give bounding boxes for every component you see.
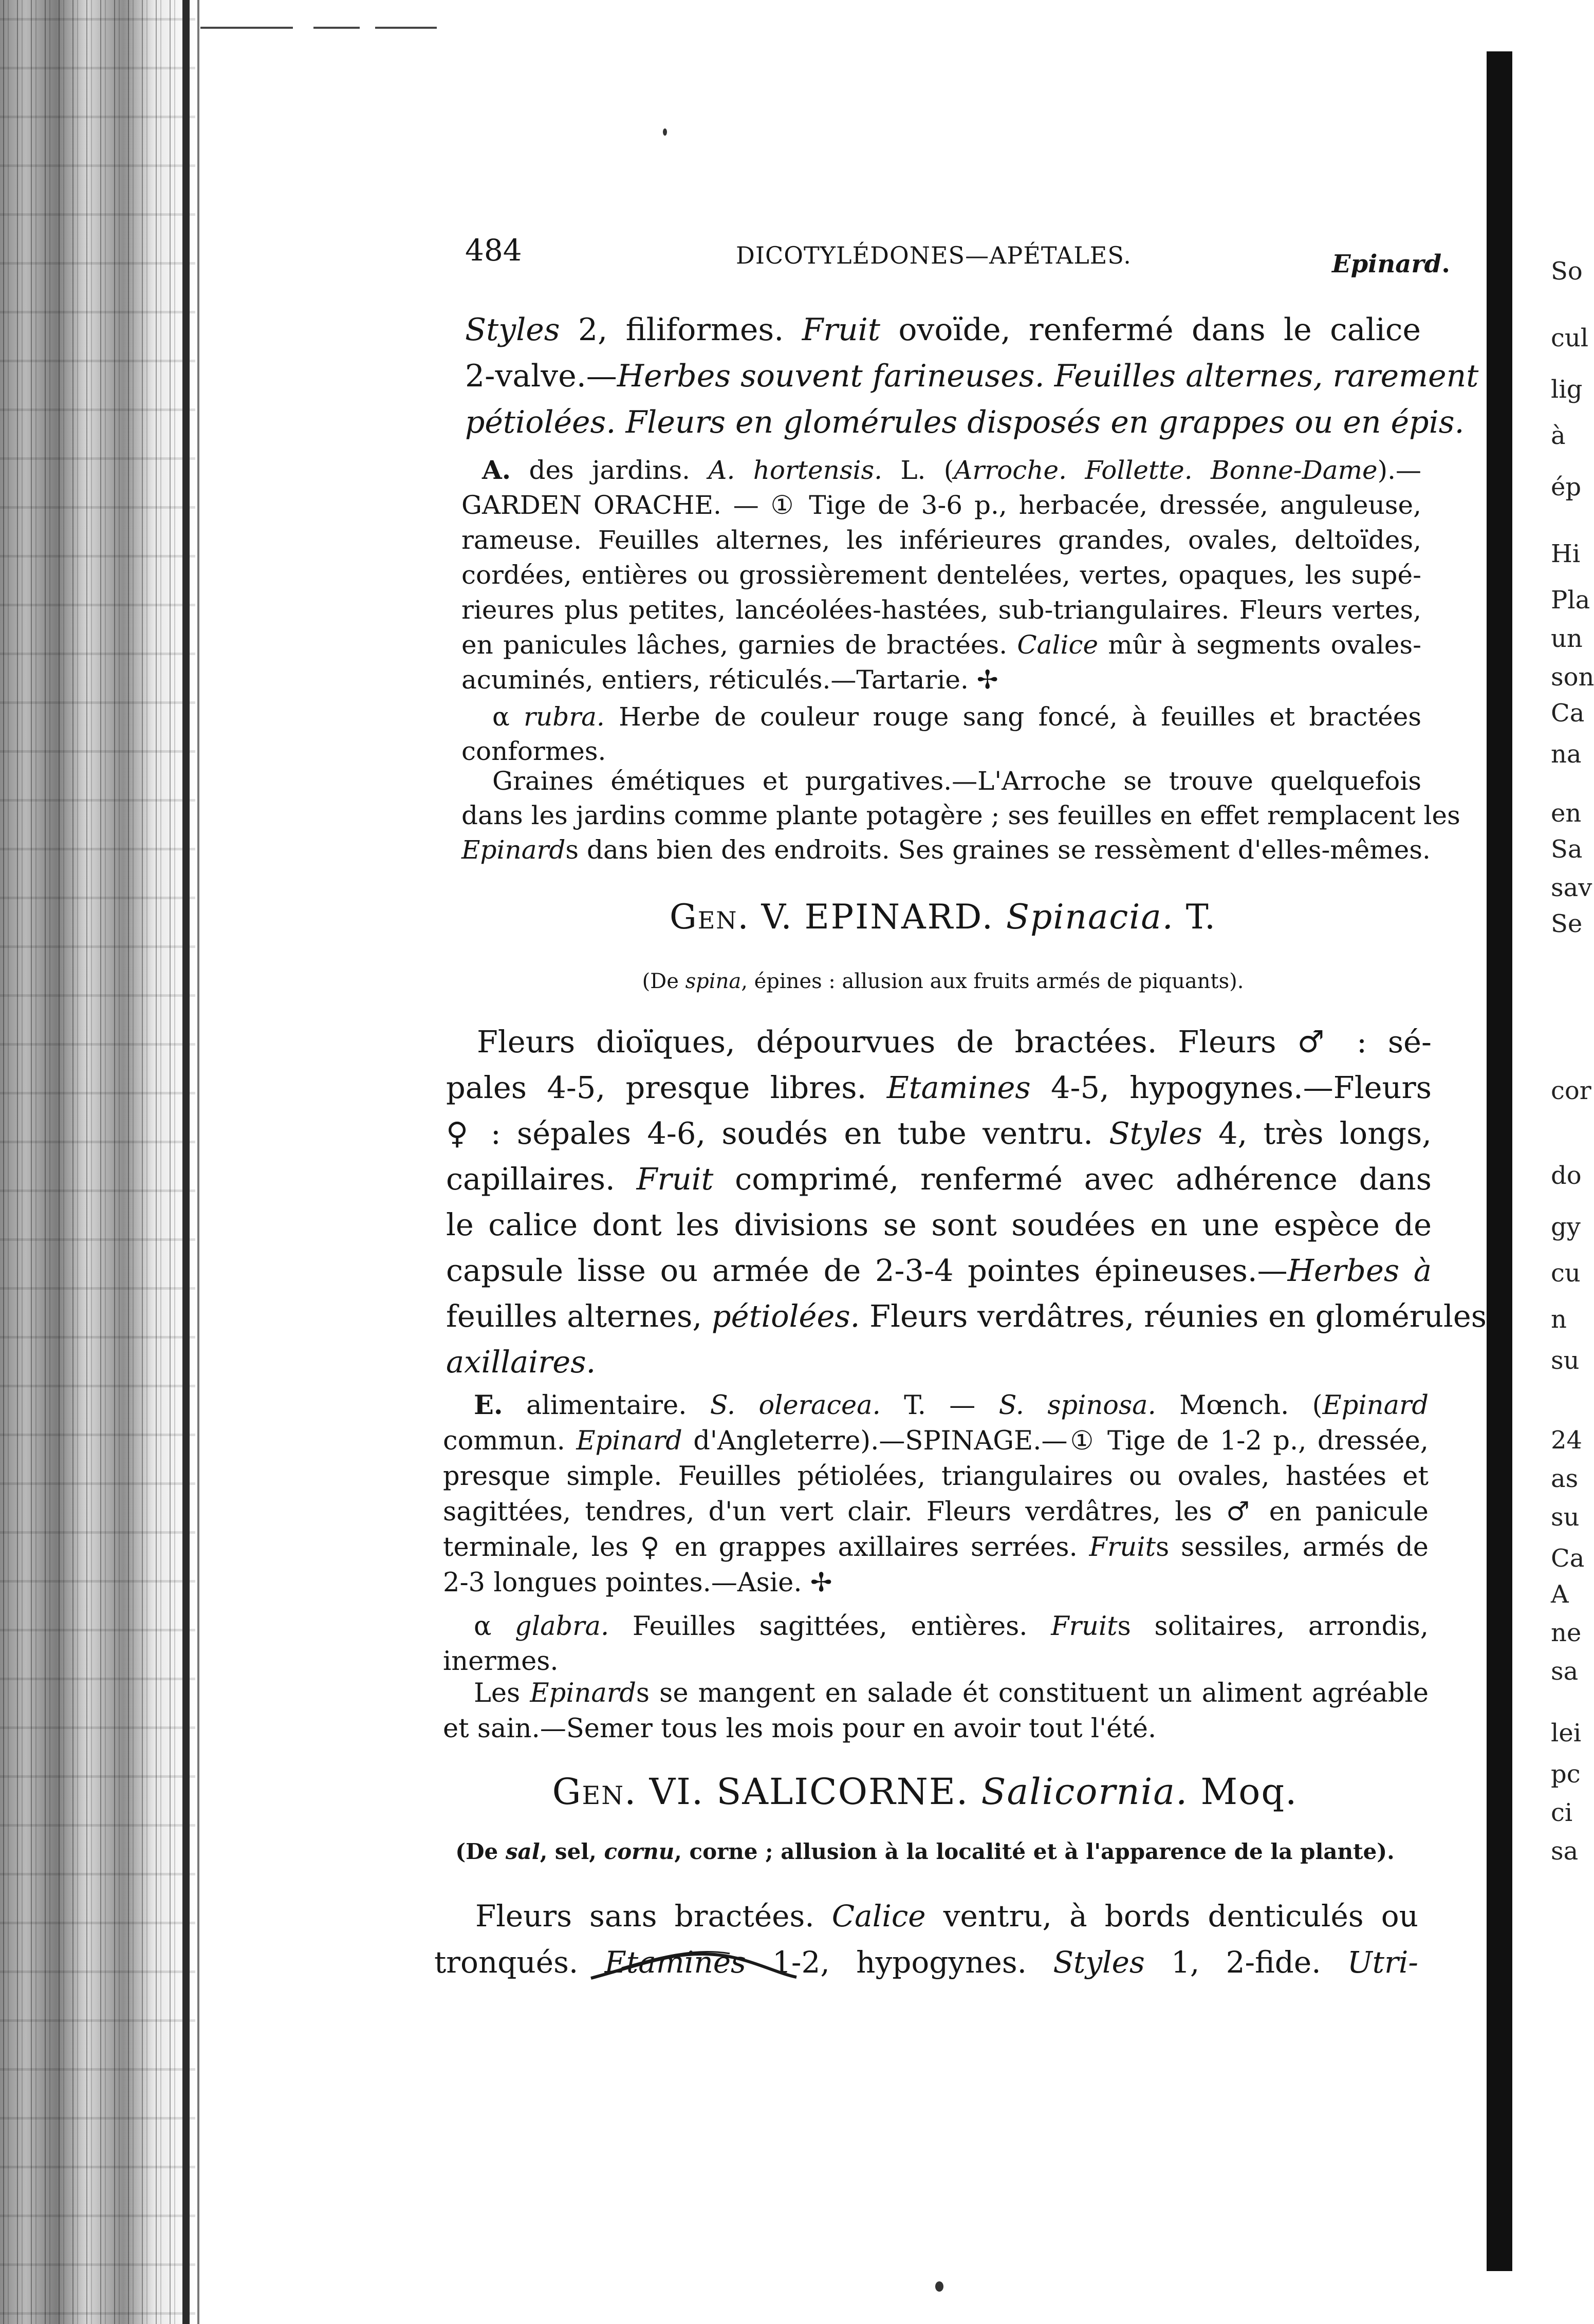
next-page-text-fragment: na [1551,740,1582,769]
genus-heading-salicorne: Gen. VI. SALICORNE. Salicornia. Moq. [552,1771,1298,1813]
page-number: 484 [465,233,522,268]
next-page-text-fragment: Sa [1551,835,1583,864]
text-line: commun. Epinard d'Angleterre).—SPINAGE.—① Tige de 1-2 p., dressée, [443,1426,1429,1456]
next-page-text-fragment: à [1551,421,1566,450]
text-line: presque simple. Feuilles pétiolées, triangulaires ou ovales, hastées et [443,1461,1429,1492]
next-page-text-fragment: So [1551,257,1583,286]
next-page-text-fragment: ci [1551,1798,1573,1827]
text-line: feuilles alternes, pétiolées. Fleurs verdâtres, réunies en glomérules [446,1298,1487,1334]
next-page-text-fragment: sa [1551,1837,1579,1866]
next-page-text-fragment: 24 [1551,1426,1583,1455]
next-page-text-fragment: Ca [1551,699,1585,728]
text-line: Les Epinards se mangent en salade ét constituent un aliment agréable [474,1678,1429,1708]
text-line: 2-valve.—Herbes souvent farineuses. Feuilles alternes, rarement [465,358,1479,394]
text-line: dans les jardins comme plante potagère ; ses feuilles en effet remplacent les [461,801,1460,830]
print-speck [935,2281,943,2292]
text-line: conformes. [461,736,606,766]
text-line: E. alimentaire. S. oleracea. T. — S. spinosa. Mœnch. (Epinard [474,1390,1429,1421]
next-page-text-fragment: son [1551,663,1594,692]
text-line: inermes. [443,1646,559,1677]
next-page-text-fragment: ne [1551,1619,1582,1647]
text-line: rameuse. Feuilles alternes, les inférieures grandes, ovales, deltoïdes, [461,525,1421,555]
next-page-text-fragment: lei [1551,1719,1582,1747]
next-page-text-fragment: cul [1551,324,1589,352]
next-page-text-fragment: as [1551,1464,1579,1493]
text-line: en panicules lâches, garnies de bractées. Calice mûr à segments ovales- [461,630,1422,660]
genus-heading-epinard: Gen. V. EPINARD. Spinacia. T. [669,897,1216,937]
next-page-text-fragment: pc [1551,1760,1581,1789]
text-line: acuminés, entiers, réticulés.—Tartarie. ✢ [461,665,998,695]
text-line: GARDEN ORACHE. — ① Tige de 3-6 p., herbacée, dressée, anguleuse, [461,490,1421,520]
next-page-text-fragment: ép [1551,473,1582,501]
next-page-text-fragment: gy [1551,1213,1581,1241]
text-line: capillaires. Fruit comprimé, renfermé avec adhérence dans [446,1161,1432,1197]
text-line: axillaires. [446,1344,596,1380]
next-page-text-fragment: Hi [1551,540,1581,568]
text-line: ♀ : sépales 4-6, soudés en tube ventru. Styles 4, très longs, [446,1115,1432,1151]
next-page-text-fragment: un [1551,624,1583,653]
text-line: Fleurs dioïques, dépourvues de bractées. Fleurs ♂ : sé- [477,1024,1432,1059]
text-line: sagittées, tendres, d'un vert clair. Fleurs verdâtres, les ♂ en panicule [443,1497,1429,1527]
text-line: cordées, entières ou grossièrement dentelées, vertes, opaques, les supé- [461,560,1421,590]
next-page-text-fragment: n [1551,1305,1567,1334]
text-line: Graines émétiques et purgatives.—L'Arroche se trouve quelquefois [492,766,1421,796]
next-page-text-fragment: cu [1551,1259,1581,1288]
text-line: 2-3 longues pointes.—Asie. ✢ [443,1568,832,1598]
text-line: le calice dont les divisions se sont soudées en une espèce de [446,1207,1432,1242]
next-page-text-fragment: su [1551,1346,1580,1375]
next-page-text-fragment: sav [1551,873,1592,902]
text-line: α glabra. Feuilles sagittées, entières. Fruits solitaires, arrondis, [474,1611,1429,1642]
next-page-text-fragment: en [1551,799,1582,828]
text-line: terminale, les ♀ en grappes axillaires serrées. Fruits sessiles, armés de [443,1532,1429,1563]
text-line: α rubra. Herbe de couleur rouge sang foncé, à feuilles et bractées [492,702,1421,732]
next-page-text-fragment: Se [1551,909,1583,938]
tailpiece-ornament [586,1937,802,1994]
text-line: et sain.—Semer tous les mois pour en avoir tout l'été. [443,1714,1157,1744]
genus-etymology-salicorne: (De sal, sel, cornu, corne ; allusion à la localité et à l'apparence de la plante). [455,1839,1395,1864]
text-line: pétiolées. Fleurs en glomérules disposés en grappes ou en épis. [465,404,1465,440]
next-page-text-fragment: A [1551,1580,1569,1609]
next-page-text-fragment: cor [1551,1076,1591,1105]
next-page-text-fragment: lig [1551,375,1583,404]
genus-etymology-epinard: (De spina, épines : allusion aux fruits armés de piquants). [642,970,1244,993]
text-line: capsule lisse ou armée de 2-3-4 pointes épineuses.—Herbes à [446,1253,1432,1288]
next-page-text-fragment: do [1551,1161,1582,1190]
print-speck [663,128,667,136]
running-title: DICOTYLÉDONES—APÉTALES. [736,241,1132,269]
section-name: Epinard. [1332,250,1450,278]
next-page-text-fragment: sa [1551,1657,1579,1686]
next-page-text-fragment: Pla [1551,586,1590,615]
text-line: Styles 2, filiformes. Fruit ovoïde, renfermé dans le calice [465,312,1421,348]
text-line: rieures plus petites, lancéolées-hastées, sub-triangulaires. Fleurs vertes, [461,595,1421,625]
text-line: Epinards dans bien des endroits. Ses graines se ressèment d'elles-mêmes. [461,835,1431,865]
text-line: pales 4-5, presque libres. Etamines 4-5, hypogynes.—Fleurs [446,1070,1432,1105]
next-page-text-fragment: Ca [1551,1544,1585,1573]
text-line: Fleurs sans bractées. Calice ventru, à bords denticulés ou [475,1899,1418,1933]
text-line: A. des jardins. A. hortensis. L. (Arroche. Follette. Bonne-Dame).— [482,455,1421,485]
next-page-text-fragment: su [1551,1503,1580,1532]
text-line: tronqués. Etamines 1-2, hypogynes. Styles 1, 2-fide. Utri- [434,1945,1418,1980]
